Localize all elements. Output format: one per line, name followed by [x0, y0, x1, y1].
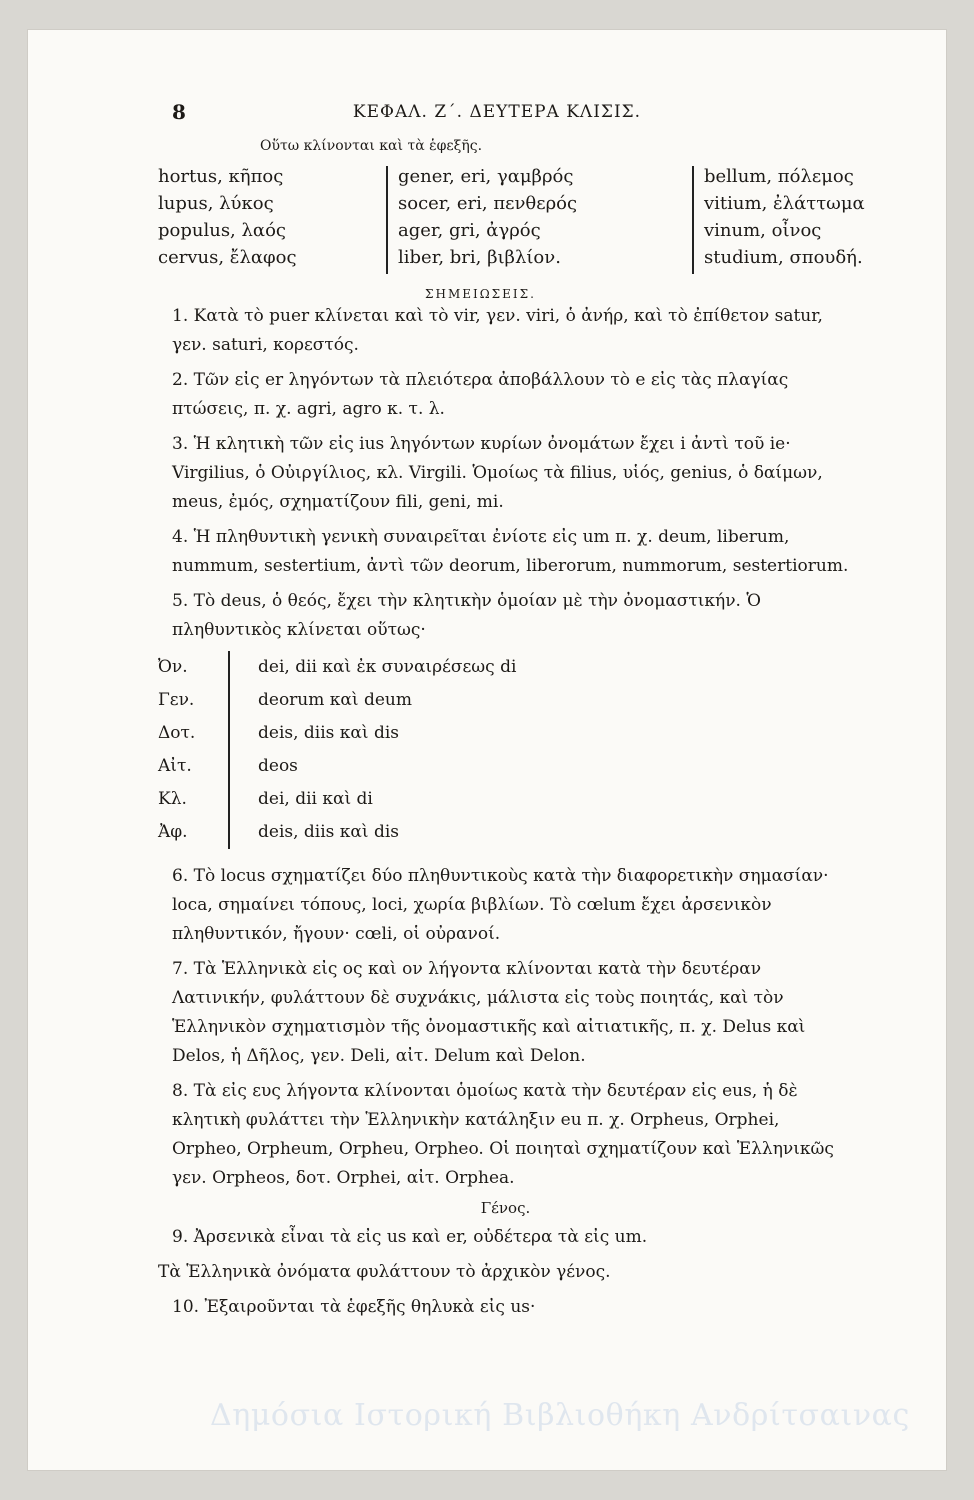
running-header: ΚΕΦΑΛ. Ζ΄. ΔΕΥΤΕΡΑ ΚΛΙΣΙΣ.	[352, 102, 642, 122]
example-cell: socer, eri, πενθερός	[398, 193, 578, 214]
example-cell: studium, σπουδή.	[704, 247, 863, 268]
note-2: 2. Τῶν εἰς er ληγόντων τὰ πλειότερα ἀποβάλλουν τὸ e εἰς τὰς πλαγίας πτώσεις, π. χ. agri, agro κ. τ. λ.	[172, 370, 789, 419]
declension-form: dei, dii καὶ di	[258, 789, 373, 809]
example-cell: ager, gri, ἀγρός	[398, 220, 541, 241]
library-watermark: Δημόσια Ιστορική Βιβλιοθήκη Ανδρίτσαινας	[210, 1398, 910, 1433]
notes-title: ΣΗΜΕΙΩΣΕΙΣ.	[425, 287, 536, 301]
declension-case: Αἰτ.	[158, 756, 192, 776]
declension-case: Δοτ.	[158, 723, 196, 743]
declension-case: Γεν.	[158, 690, 195, 710]
note-6: 6. Τὸ locus σχηματίζει δύο πληθυντικοὺς κατὰ τὴν διαφορετικὴν σημασίαν· loca, σημαίνει τόπους, loci, χωρία βιβλίων. Τὸ cœlum ἔχει ἀρσενικὸν πληθυντικόν, ἤγουν· cœli, οἱ οὐρανοί.	[172, 866, 829, 944]
declension-forms	[258, 651, 758, 849]
declension-table	[158, 651, 853, 856]
example-column-3	[692, 166, 874, 274]
example-cell: cervus, ἔλαφος	[158, 247, 297, 268]
declension-case: Ἀφ.	[158, 822, 188, 842]
example-cell: bellum, πόλεμος	[704, 166, 854, 187]
declension-form: deorum καὶ deum	[258, 690, 412, 710]
notes-section	[158, 302, 853, 1328]
example-cell: gener, eri, γαμβρός	[398, 166, 574, 187]
declension-form: deis, diis καὶ dis	[258, 822, 400, 842]
gender-heading: Γένος.	[480, 1199, 531, 1217]
declension-form: deos	[258, 756, 298, 776]
declension-case-labels	[158, 651, 230, 849]
example-cell: vitium, ἐλάττωμα	[704, 193, 865, 214]
declension-form: dei, dii καὶ ἐκ συναιρέσεως di	[258, 657, 517, 677]
declension-form: deis, diis καὶ dis	[258, 723, 400, 743]
note-5: 5. Τὸ deus, ὁ θεός, ἔχει τὴν κλητικὴν ὁμοίαν μὲ τὴν ὀνομαστικήν. Ὁ πληθυντικὸς κλίνεται οὕτως·	[172, 591, 761, 640]
declension-case: Ὀν.	[158, 657, 188, 677]
example-cell: liber, bri, βιβλίον.	[398, 247, 561, 268]
note-4: 4. Ἡ πληθυντικὴ γενικὴ συναιρεῖται ἐνίοτε εἰς um π. χ. deum, liberum, nummum, sestertium, ἀντὶ τῶν deorum, liberorum, nummorum, sestertiorum.	[172, 527, 849, 576]
page-number: 8	[172, 100, 186, 124]
example-cell: hortus, κῆπος	[158, 166, 284, 187]
declension-case: Κλ.	[158, 789, 187, 809]
example-cell: populus, λαός	[158, 220, 286, 241]
example-cell: vinum, οἶνος	[704, 220, 822, 241]
example-table	[158, 166, 865, 286]
example-column-1	[158, 166, 348, 274]
note-3: 3. Ἡ κλητικὴ τῶν εἰς ius ληγόντων κυρίων ὀνομάτων ἔχει i ἀντὶ τοῦ ie· Virgilius, ὁ Οὐιργίλιος, κλ. Virgili. Ὁμοίως τὰ filius, υἱός, genius, ὁ δαίμων, meus, ἐμός, σχηματίζουν fili, geni, mi.	[172, 434, 823, 512]
note-10: 10. Ἐξαιροῦνται τὰ ἑφεξῆς θηλυκὰ εἰς us·	[172, 1297, 536, 1317]
intro-line: Οὕτω κλίνονται καὶ τὰ ἑφεξῆς.	[260, 138, 483, 154]
note-9: 9. Ἀρσενικὰ εἶναι τὰ εἰς us καὶ er, οὐδέτερα τὰ εἰς um.	[172, 1227, 648, 1247]
note-8: 8. Τὰ εἰς ευς λήγοντα κλίνονται ὁμοίως κατὰ τὴν δευτέραν εἰς eus, ἡ δὲ κλητικὴ φυλάττει τὴν Ἑλληνικὴν κατάληξιν eu π. χ. Orpheus, Orphei, Orpheo, Orpheum, Orpheu, Orpheo. Οἱ ποιηταὶ σχηματίζουν καὶ Ἑλληνικῶς γεν. Orpheos, δοτ. Orphei, αἰτ. Orphea.	[172, 1081, 834, 1188]
note-9-continued: Τὰ Ἑλληνικὰ ὀνόματα φυλάττουν τὸ ἀρχικὸν γένος.	[158, 1262, 611, 1282]
page-header	[172, 100, 822, 136]
example-column-2	[386, 166, 658, 274]
example-cell: lupus, λύκος	[158, 193, 274, 214]
note-1: 1. Κατὰ τὸ puer κλίνεται καὶ τὸ vir, γεν. viri, ὁ ἀνήρ, καὶ τὸ ἐπίθετον satur, γεν. saturi, κορεστός.	[172, 306, 823, 355]
note-7: 7. Τὰ Ἑλληνικὰ εἰς ος καὶ ον λήγοντα κλίνονται κατὰ τὴν δευτέραν Λατινικήν, φυλάττουν δὲ συχνάκις, μάλιστα εἰς τοὺς ποιητάς, καὶ τὸν Ἑλληνικὸν σχηματισμὸν τῆς ὀνομαστικῆς καὶ αἰτιατικῆς, π. χ. Delus καὶ Delos, ἡ Δῆλος, γεν. Deli, αἰτ. Delum καὶ Delon.	[172, 959, 806, 1066]
